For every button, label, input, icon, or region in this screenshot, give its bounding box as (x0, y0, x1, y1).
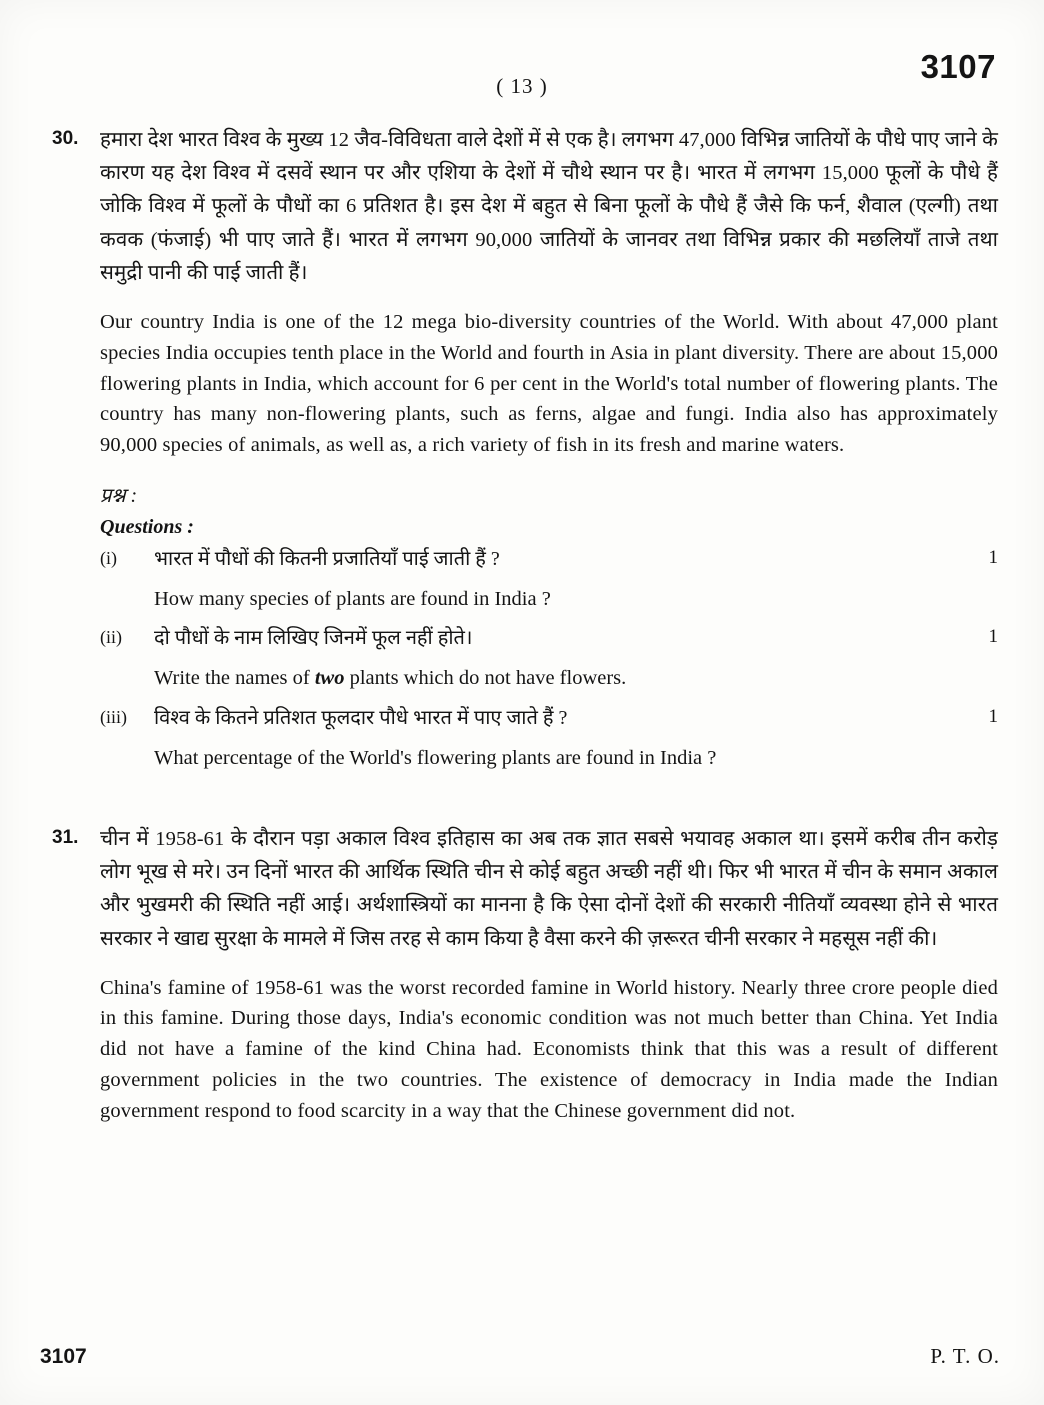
sub-question-i-text (154, 545, 998, 620)
pto-label: P. T. O. (930, 1344, 1000, 1368)
question-block-31 (52, 823, 998, 1127)
sub-question-i (100, 545, 998, 620)
english-passage-30: Our country India is one of the 12 mega bio-diversity countries of the World. With about 47,000 plant species India occupies tenth place in the World and fourth in Asia in plant diversity. There are about 15,000 flowering plants in India, which account for 6 per cent in the World's total number of flowering plants. The country has many non-flowering plants, such as ferns, algae and fungi. India also has approximately 90,000 species of animals, as well as, a rich variety of fish in its fresh and marine waters. (100, 311, 998, 457)
paper-code-header: 3107 (920, 48, 996, 85)
question-number-31: 31. (52, 826, 79, 848)
sub-question-ii-english (154, 664, 950, 694)
sub-question-i-roman: (i) (100, 547, 117, 568)
question-30-content (100, 124, 998, 779)
questions-label-hindi: प्रश्न : (100, 484, 138, 507)
sub-question-iii-roman: (iii) (100, 707, 127, 728)
sub-question-iii-hindi: विश्व के कितने प्रतिशत फूलदार पौधे भारत में पाए जाते हैं ? (154, 707, 568, 730)
question-31-content (100, 823, 998, 1127)
sub-question-ii-roman: (ii) (100, 627, 122, 648)
questions-label-english: Questions : (100, 515, 194, 538)
paper-code-footer: 3107 (40, 1345, 87, 1368)
sub-question-i-marks: 1 (988, 546, 998, 568)
sub-question-ii-english-emphasis: two (314, 667, 345, 690)
question-block-30 (52, 124, 998, 779)
sub-question-ii (100, 624, 998, 699)
sub-question-iii-english: What percentage of the World's flowering plants are found in India ? (154, 747, 717, 770)
sub-question-ii-hindi: दो पौधों के नाम लिखिए जिनमें फूल नहीं होते। (154, 627, 473, 650)
question-number-30: 30. (52, 128, 79, 149)
page-number: ( 13 ) (496, 74, 548, 98)
hindi-passage-31: चीन में 1958-61 के दौरान पड़ा अकाल विश्व इतिहास का अब तक ज्ञात सबसे भयावह अकाल था। इसमें करीब तीन करोड़ लोग भूख से मरे। उन दिनों भारत की आर्थिक स्थिति चीन से कोई बहुत अच्छी नहीं थी। फिर भी भारत में चीन के समान अकाल और भुखमरी की स्थिति नहीं आई। अर्थशास्त्रियों का मानना है कि ऐसा दोनों देशों की सरकारी नीतियाँ व्यवस्था होने से भारत सरकार ने खाद्य सुरक्षा के मामले में जिस तरह से काम किया है वैसा करने की ज़रूरत चीनी सरकार ने महसूस नहीं की। (100, 827, 998, 950)
sub-question-ii-marks: 1 (988, 626, 998, 648)
sub-question-iii-marks: 1 (988, 706, 998, 728)
sub-question-iii-text (154, 704, 998, 779)
sub-question-i-hindi: भारत में पौधों की कितनी प्रजातियाँ पाई जाती हैं ? (154, 547, 500, 570)
hindi-passage-30: हमारा देश भारत विश्व के मुख्य 12 जैव-विविधता वाले देशों में से एक है। लगभग 47,000 विभिन्न जातियों के पौधे पाए जाने के कारण यह देश विश्व में दसवें स्थान पर और एशिया के देशों में चौथे स्थान पर है। भारत में लगभग 15,000 फूलों के पौधे हैं जोकि विश्व में फूलों के पौधों का 6 प्रतिशत है। इस देश में बहुत से बिना फूलों के पौधे हैं जैसे कि फर्न, शैवाल (एल्गी) तथा कवक (फंजाई) भी पाए जाते हैं। भारत में लगभग 90,000 जातियों के जानवर तथा विभिन्न प्रकार की मछलियाँ ताजे तथा समुद्री पानी की पाई जाती हैं। (100, 129, 998, 284)
sub-question-ii-text (154, 624, 998, 699)
sub-question-ii-english-suffix: plants which do not have flowers. (344, 667, 627, 690)
english-passage-31: China's famine of 1958-61 was the worst recorded famine in World history. Nearly three crore people died in this famine. During those days, India's economic condition was not much better than China. Yet India did not have a famine of the kind China had. Economists think that this was a result of different government policies in the two countries. The existence of democracy in India made the Indian government respond to food scarcity in a way that the Chinese government did not. (100, 976, 998, 1122)
sub-question-ii-english-prefix: Write the names of (154, 667, 315, 690)
sub-question-iii (100, 704, 998, 779)
page-body (52, 124, 998, 1130)
sub-question-i-english: How many species of plants are found in India ? (154, 587, 551, 610)
